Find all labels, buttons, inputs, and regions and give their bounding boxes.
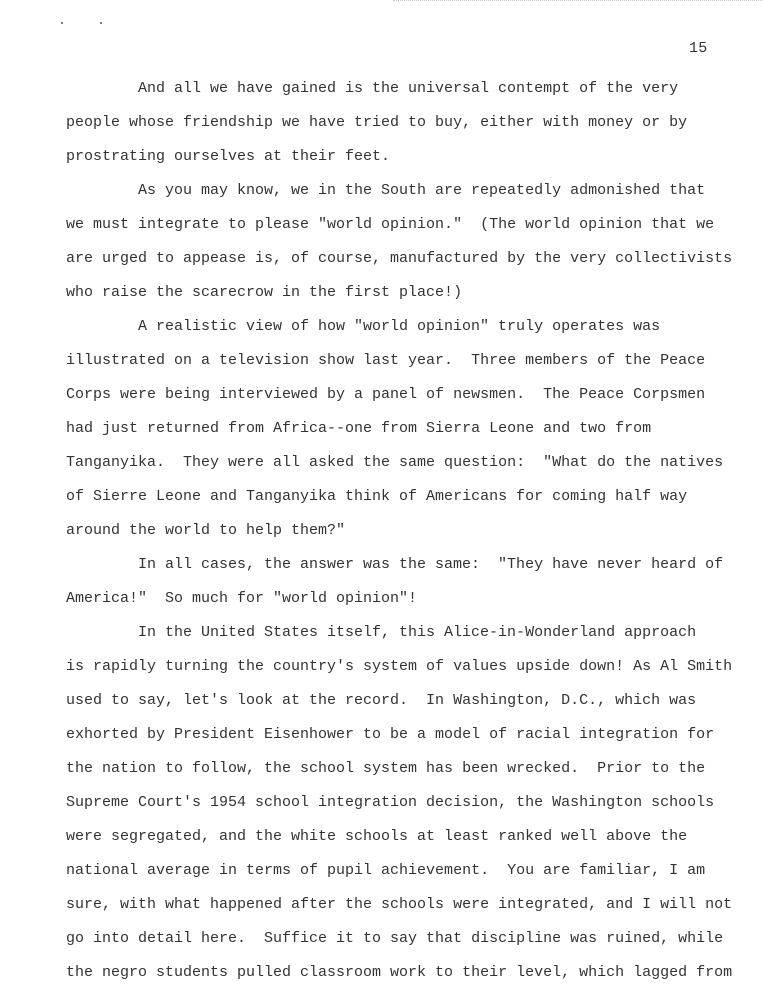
text-line: are urged to appease is, of course, manufactured by the very collectivists <box>66 250 733 267</box>
top-edge-rule <box>393 0 763 1</box>
text-line: of Sierre Leone and Tanganyika think of Americans for coming half way <box>66 488 688 505</box>
text-line: And all we have gained is the universal contempt of the very <box>138 80 679 97</box>
text-line: prostrating ourselves at their feet. <box>66 148 391 165</box>
text-line: sure, with what happened after the schools were integrated, and I will not <box>66 896 733 913</box>
text-line: illustrated on a television show last year. Three members of the Peace <box>66 352 706 369</box>
text-line: around the world to help them?" <box>66 522 346 539</box>
text-line: who raise the scarecrow in the first place!) <box>66 284 463 301</box>
scan-speck <box>100 22 102 24</box>
text-line: In the United States itself, this Alice-in-Wonderland approach <box>138 624 697 641</box>
text-line: In all cases, the answer was the same: "They have never heard of <box>138 556 724 573</box>
text-line: go into detail here. Suffice it to say that discipline was ruined, while <box>66 930 724 947</box>
text-line: Corps were being interviewed by a panel of newsmen. The Peace Corpsmen <box>66 386 706 403</box>
text-line: is rapidly turning the country's system of values upside down! As Al Smith <box>66 658 733 675</box>
text-line: the nation to follow, the school system has been wrecked. Prior to the <box>66 760 706 777</box>
text-line: used to say, let's look at the record. In Washington, D.C., which was <box>66 692 697 709</box>
page-number: 15 <box>689 40 708 57</box>
text-line: A realistic view of how "world opinion" truly operates was <box>138 318 661 335</box>
text-line: the negro students pulled classroom work to their level, which lagged from <box>66 964 733 981</box>
text-line: were segregated, and the white schools at least ranked well above the <box>66 828 688 845</box>
text-line: Supreme Court's 1954 school integration decision, the Washington schools <box>66 794 715 811</box>
scan-speck <box>61 22 63 24</box>
body-text <box>66 72 756 990</box>
text-line: As you may know, we in the South are repeatedly admonished that <box>138 182 706 199</box>
text-line: people whose friendship we have tried to buy, either with money or by <box>66 114 688 131</box>
text-line: we must integrate to please "world opinion." (The world opinion that we <box>66 216 715 233</box>
text-line: had just returned from Africa--one from Sierra Leone and two from <box>66 420 652 437</box>
text-line: exhorted by President Eisenhower to be a model of racial integration for <box>66 726 715 743</box>
text-line: Tanganyika. They were all asked the same question: "What do the natives <box>66 454 724 471</box>
text-line: national average in terms of pupil achievement. You are familiar, I am <box>66 862 706 879</box>
text-line: America!" So much for "world opinion"! <box>66 590 418 607</box>
